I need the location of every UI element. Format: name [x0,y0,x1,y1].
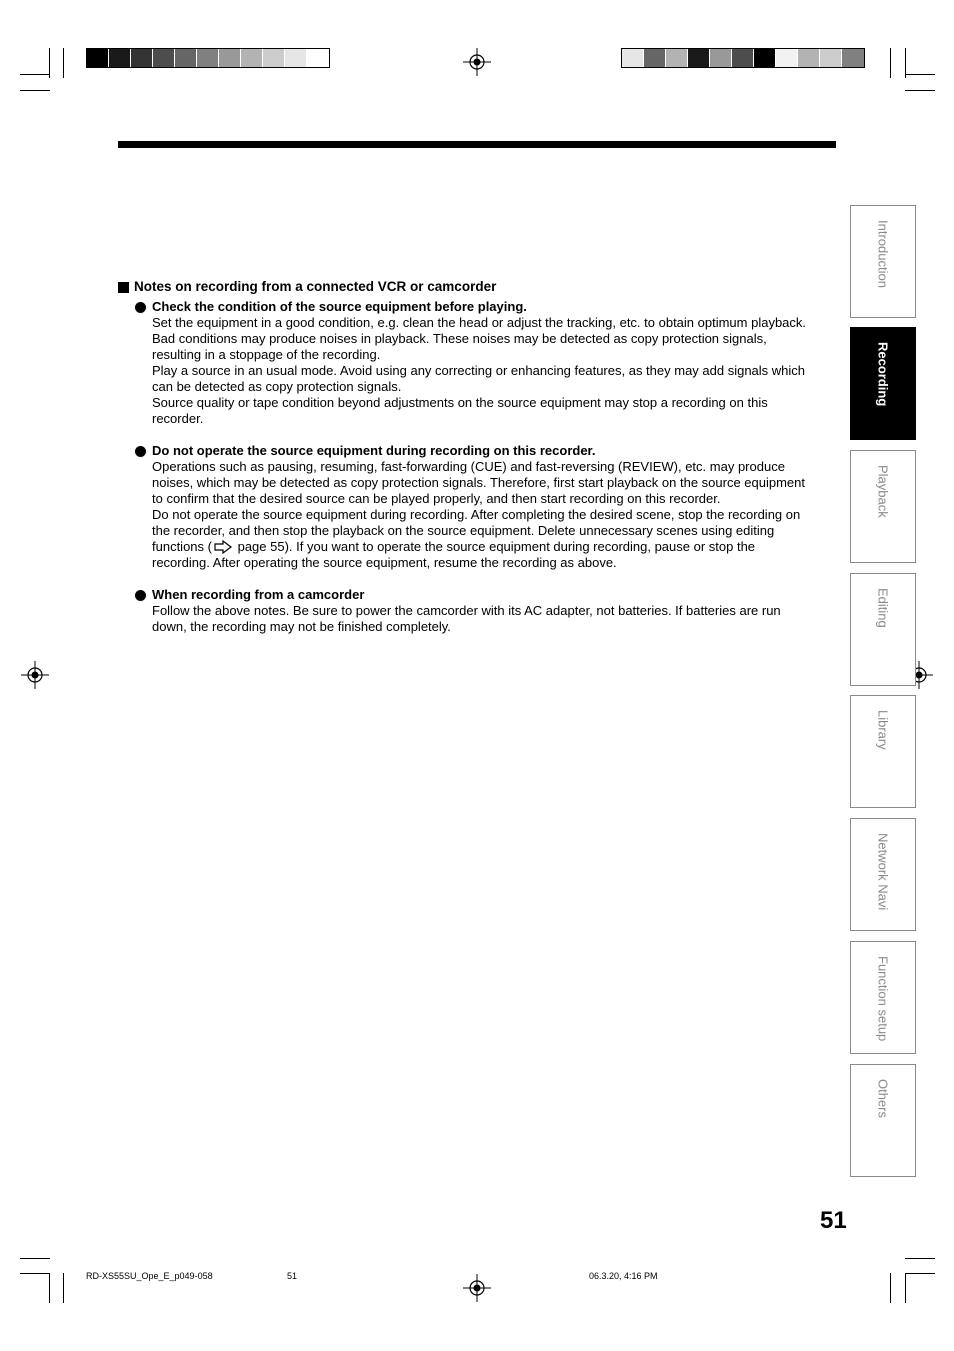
color-swatch [666,49,688,67]
color-swatch [798,49,820,67]
footer-page: 51 [287,1271,298,1281]
section-heading [118,279,840,295]
note-line: Bad conditions may produce noises in playback. These noises may be detected as copy protection signals, [152,331,767,346]
color-swatch [285,49,307,67]
color-swatch [307,49,329,67]
tab-function-setup[interactable] [850,941,916,1054]
color-swatch [241,49,263,67]
tab-playback[interactable] [850,450,916,563]
circle-bullet-icon [135,590,146,601]
color-swatch [87,49,109,67]
footer-timestamp: 06.3.20, 4:16 PM [589,1271,658,1281]
registration-mark-icon [21,661,49,689]
note-line: resulting in a stoppage of the recording. [152,347,381,362]
note-line: Source quality or tape condition beyond adjustments on the source equipment may stop a recording on this [152,395,768,410]
circle-bullet-icon [135,302,146,313]
note-line: noises, which may be detected as copy protection signals. Therefore, first start playback on the source equipment [152,475,805,490]
color-swatch [644,49,666,67]
note-line: recorder. [152,411,204,426]
tab-label: Editing [875,588,891,628]
tab-editing[interactable] [850,573,916,686]
color-swatch [263,49,285,67]
color-swatch [732,49,754,67]
note-line-with-reference [152,539,840,555]
note-line: can be detected as copy protection signals. [152,379,402,394]
color-swatch [710,49,732,67]
tab-label: Recording [875,342,891,407]
notes-section [118,279,840,651]
color-bar-right [621,48,865,68]
section-heading-text: Notes on recording from a connected VCR or camcorder [134,279,497,294]
tab-others[interactable] [850,1064,916,1177]
tab-label: Introduction [875,220,891,288]
header-rule [118,141,836,148]
color-swatch [219,49,241,67]
tab-library[interactable] [850,695,916,808]
page-number: 51 [820,1207,847,1234]
square-bullet-icon [118,282,129,293]
color-swatch [153,49,175,67]
tab-label: Function setup [875,956,891,1042]
note-line: Follow the above notes. Be sure to power the camcorder with its AC adapter, not batteries. If batteries are run [152,603,781,618]
tab-label: Network Navi [875,833,891,911]
tab-label: Library [875,710,891,750]
ref-text-after: page 55). If you want to operate the source equipment during recording, pause or stop the [233,539,756,554]
registration-mark-icon [463,1274,491,1302]
color-swatch [776,49,798,67]
note-line: recording. After operating the source equipment, resume the recording as above. [152,555,617,570]
color-swatch [842,49,864,67]
note-item-camcorder [118,587,840,635]
note-item-source-condition [118,299,840,427]
tab-label: Others [875,1079,891,1119]
color-swatch [622,49,644,67]
note-line: to confirm that the desired source can be played properly, and then start recording on this recorder. [152,491,721,506]
note-item-no-operation [118,443,840,571]
ref-text-before: functions ( [152,539,212,554]
color-swatch [197,49,219,67]
tab-introduction[interactable] [850,205,916,318]
note-line: Operations such as pausing, resuming, fast-forwarding (CUE) and fast-reversing (REVIEW), etc. may produce [152,459,785,474]
color-swatch [175,49,197,67]
note-line: the recorder, and then stop the playback on the source equipment. Delete unnecessary scenes using editing [152,523,775,538]
footer-filename: RD-XS55SU_Ope_E_p049-058 [86,1271,213,1281]
color-swatch [109,49,131,67]
color-swatch [820,49,842,67]
color-swatch [131,49,153,67]
note-title: When recording from a camcorder [152,587,365,602]
note-line: down, the recording may not be finished completely. [152,619,451,634]
note-line: Do not operate the source equipment during recording. After completing the desired scene, stop the recording on [152,507,801,522]
registration-mark-icon [463,48,491,76]
tab-network-navi[interactable] [850,818,916,931]
note-title: Do not operate the source equipment during recording on this recorder. [152,443,596,458]
color-swatch [754,49,776,67]
note-line: Play a source in an usual mode. Avoid using any correcting or enhancing features, as they may add signals which [152,363,806,378]
circle-bullet-icon [135,446,146,457]
tab-recording[interactable] [850,327,916,440]
tab-label: Playback [875,465,891,518]
note-line: Set the equipment in a good condition, e.g. clean the head or adjust the tracking, etc. to obtain optimum playback. [152,315,807,330]
note-title: Check the condition of the source equipment before playing. [152,299,527,314]
color-bar-left [86,48,330,68]
page-reference-arrow-icon [214,540,232,554]
color-swatch [688,49,710,67]
